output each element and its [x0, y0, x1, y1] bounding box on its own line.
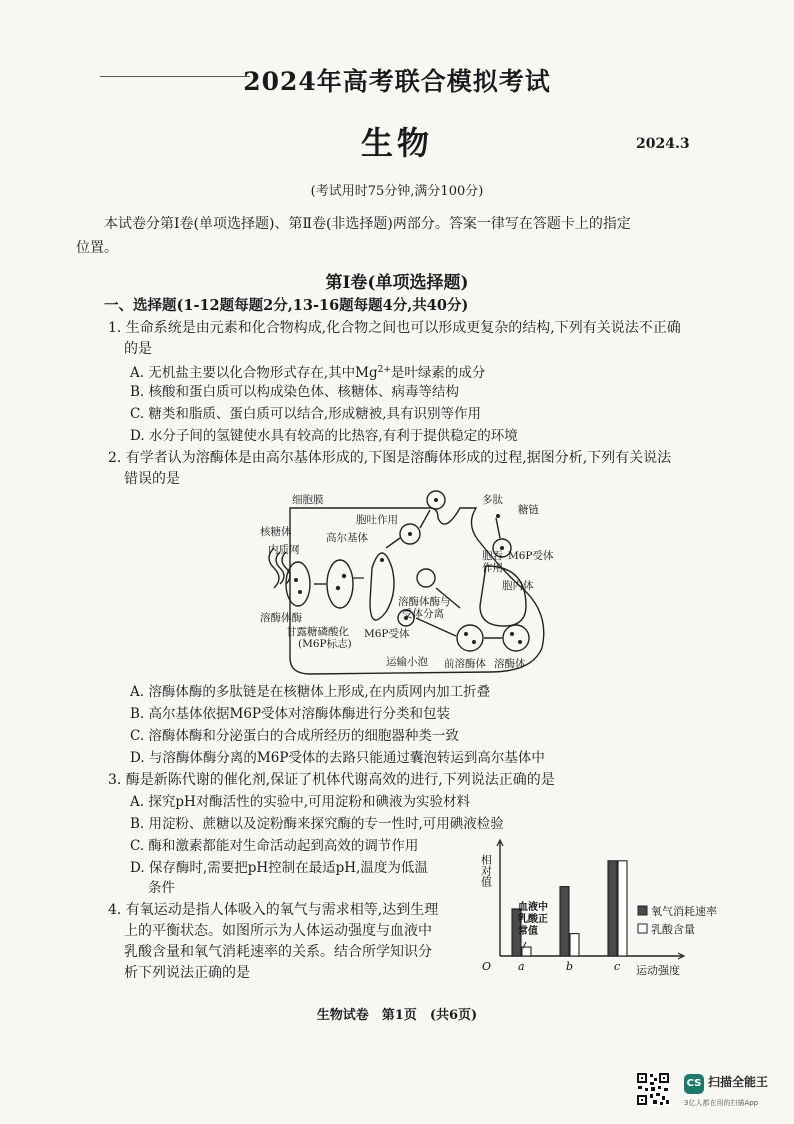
bar-b-oxygen [560, 887, 569, 956]
volume-title: 第Ⅰ卷(单项选择题) [325, 273, 469, 293]
scanner-tagline: 3亿人都在用的扫描App [684, 1099, 759, 1107]
q2-option-a: A. 溶酶体酶的多肽链是在核糖体上形成,在内质网内加工折叠 [130, 684, 491, 700]
chart-svg [476, 838, 736, 978]
origin-label: O [482, 960, 492, 973]
q3-option-d-line1: D. 保存酶时,需要把pH控制在最适pH,温度为低温 [130, 860, 428, 876]
q2-stem-line2: 错误的是 [124, 471, 180, 487]
bar-b-lactate [570, 934, 579, 956]
label-lysosomal-enzyme: 溶酶体酶 [260, 612, 302, 624]
intro-paragraph [76, 212, 704, 260]
q1-stem-line2: 的是 [124, 341, 152, 357]
x-tick-label: a [518, 960, 525, 973]
pre-lysosome [457, 625, 483, 651]
bar-c-oxygen [608, 861, 617, 956]
label-golgi: 高尔基体 [326, 532, 368, 544]
time-note: (考试用时75分钟,满分100分) [310, 184, 484, 199]
label-cell-membrane: 细胞膜 [292, 494, 324, 506]
annotation-line: 常值 [518, 926, 538, 937]
x-tick-label: c [614, 960, 621, 973]
qr-code [636, 1072, 670, 1106]
legend-swatch [638, 924, 647, 933]
q4-stem-line4: 析下列说法正确的是 [124, 965, 250, 981]
q3-stem: 3. 酶是新陈代谢的催化剂,保证了机体代谢高效的进行,下列说法正确的是 [108, 772, 555, 788]
lysosome-circle [503, 625, 529, 651]
q3-option-c: C. 酶和激素都能对生命活动起到高效的调节作用 [130, 838, 419, 854]
label-lysosome: 溶酶体 [494, 658, 526, 670]
q2-option-d: D. 与溶酶体酶分离的M6P受体的去路只能通过囊泡转运到高尔基体中 [130, 750, 545, 766]
q3-option-d-line2: 条件 [148, 880, 175, 896]
q1-option-a: A. 无机盐主要以化合物形式存在,其中$Mg^{2+}$是叶绿素的成分 [130, 365, 486, 381]
bar-a-lactate [522, 947, 531, 956]
label-sugar-chain: 糖链 [518, 504, 539, 516]
label-separation-2: 受体分离 [402, 608, 444, 620]
q1-stem-line1: 1. 生命系统是由元素和化合物构成,化合物之间也可以形成更复杂的结构,下列有关说法不正确 [108, 320, 681, 336]
label-separation-1: 溶酶体酶与 [398, 596, 451, 608]
subject-title: 生物 [360, 124, 433, 162]
q1-option-c: C. 糖类和脂质、蛋白质可以结合,形成糖被,具有识别等作用 [130, 406, 482, 422]
golgi-body [370, 553, 394, 620]
legend-label: 乳酸含量 [651, 923, 695, 936]
x-axis-label: 运动强度 [636, 964, 680, 977]
label-er: 内质网 [268, 544, 300, 556]
label-m6p-receptor: M6P受体 [364, 628, 410, 640]
intro-line-1: 本试卷分第Ⅰ卷(单项选择题)、第Ⅱ卷(非选择题)两部分。答案一律写在答题卡上的指定 [104, 216, 631, 232]
q2-option-b: B. 高尔基体依据M6P受体对溶酶体酶进行分类和包装 [130, 706, 450, 722]
label-polypeptide: 多肽 [482, 494, 503, 506]
legend-label: 氧气消耗速率 [651, 905, 717, 918]
exam-title: 2024年高考联合模拟考试 [243, 67, 551, 96]
label-exocytosis: 胞吐作用 [356, 514, 398, 526]
recycle-vesicle [417, 569, 435, 587]
endosome [480, 566, 526, 626]
scanner-logo: CS [684, 1074, 704, 1094]
bar-c-lactate [618, 861, 627, 956]
q1-option-b: B. 核酸和蛋白质可以构成染色体、核糖体、病毒等结构 [130, 384, 460, 400]
label-ribosome: 核糖体 [260, 526, 292, 538]
annotation-line: 血液中 [518, 902, 548, 913]
q4-stem-line1: 4. 有氧运动是指人体吸入的氧气与需求相等,达到生理 [108, 902, 439, 918]
label-endocytosis-2: 作用 [482, 562, 503, 574]
scanner-name: 扫描全能王 [708, 1075, 769, 1089]
exam-date: 2024.3 [636, 136, 690, 152]
label-phosphorylation: 甘露糖磷酸化 [286, 626, 349, 638]
q3-option-b: B. 用淀粉、蔗糖以及淀粉酶来探究酶的专一性时,可用碘液检验 [130, 816, 504, 832]
q1-option-d: D. 水分子间的氢键使水具有较高的比热容,有利于提供稳定的环境 [130, 428, 518, 444]
label-endosome: 胞内体 [502, 580, 534, 592]
q4-stem-line3: 乳酸含量和氧气消耗速率的关系。结合所学知识分 [124, 944, 432, 960]
label-endocytosis-1: 胞吞 [482, 550, 503, 562]
label-m6p-mark: (M6P标志) [298, 638, 352, 650]
qr-code-icon [636, 1072, 670, 1106]
label-pre-lysosome: 前溶酶体 [444, 658, 486, 670]
q2-stem-line1: 2. 有学者认为溶酶体是由高尔基体形成的,下图是溶酶体形成的过程,据图分析,下列有关说法 [108, 450, 672, 466]
y-axis-label: 相对值 [479, 854, 493, 887]
annotation-line: 乳酸正 [518, 914, 548, 925]
label-transport-vesicle: 运输小泡 [386, 656, 428, 668]
lysosome-formation-diagram [260, 488, 554, 678]
golgi-stack [327, 560, 353, 608]
section-heading: 一、选择题(1-12题每题2分,13-16题每题4分,共40分) [104, 297, 469, 314]
legend-swatch [638, 906, 647, 915]
label-m6p-receptor-top: M6P受体 [508, 550, 554, 562]
q3-option-a: A. 探究pH对酶活性的实验中,可用淀粉和碘液为实验材料 [130, 794, 471, 810]
exercise-chart [476, 838, 736, 978]
page-footer: 生物试卷 第1页 (共6页) [316, 1008, 478, 1023]
x-tick-label: b [566, 960, 574, 973]
q2-option-c: C. 溶酶体酶和分泌蛋白的合成所经历的细胞器种类一致 [130, 728, 459, 744]
intro-line-2: 位置。 [76, 240, 118, 256]
q4-stem-line2: 上的平衡状态。如图所示为人体运动强度与血液中 [124, 923, 432, 939]
